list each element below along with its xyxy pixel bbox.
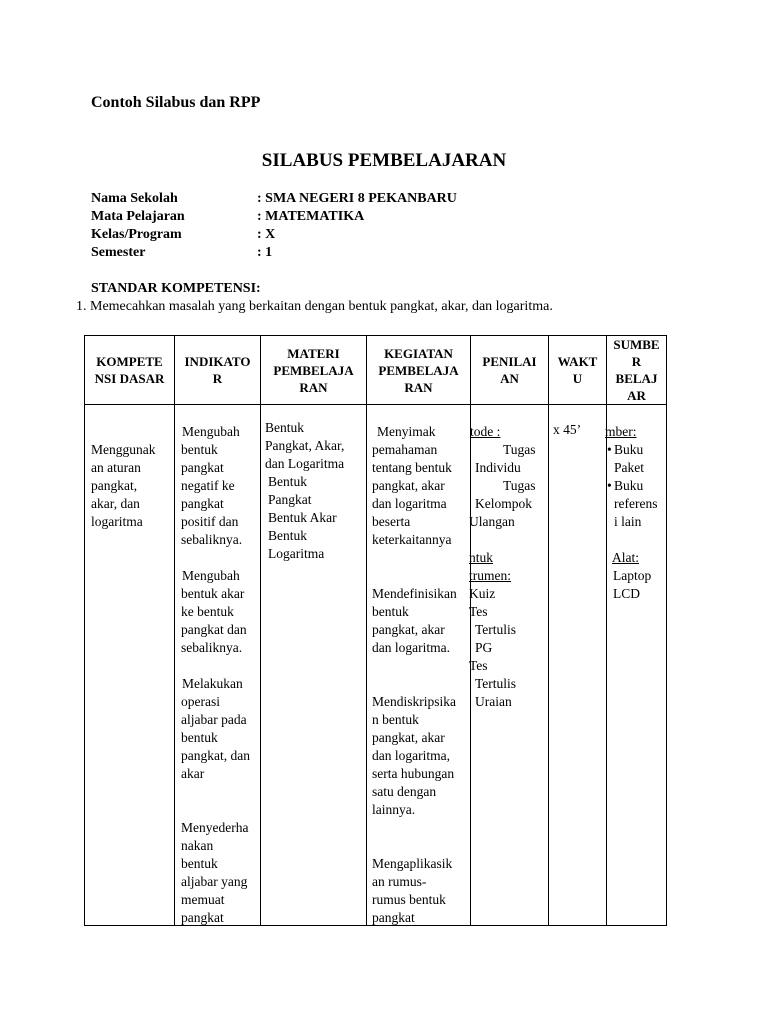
cell-waktu [549,405,607,926]
standar-kompetensi-item: 1. Memecahkan masalah yang berkaitan dengan bentuk pangkat, akar, dan logaritma. [76,299,553,314]
sumber-label: mber: [605,424,637,439]
header-kegiatan: KEGIATAN PEMBELAJA RAN [367,336,471,405]
sumber-item: • Buku [614,441,643,459]
bentuk-label: ntuk [469,550,494,565]
syllabus-table [84,335,667,926]
indikator-item: Mengubah bentuk akar ke bentuk pangkat dan sebaliknya. [181,568,247,655]
sumber-item: referens [614,496,658,511]
bentuk-label: trumen: [469,568,511,583]
bentuk-item: PG [475,640,493,655]
info-value: : 1 [257,245,273,260]
header-waktu: WAKT U [549,336,607,405]
kegiatan-item: Menyimak pemahaman tentang bentuk pangkat, akar dan logaritma beserta keterkaitannya [372,424,452,547]
kegiatan-item: Mendefinisikan bentuk pangkat, akar dan logaritma. [372,586,457,655]
cell-penilaian [471,405,549,926]
table-header-row [85,336,667,405]
indikator-item: Menyederha nakan bentuk aljabar yang memuat pangkat [181,820,249,925]
alat-label: Alat: [612,550,639,565]
header-indikator: INDIKATO R [175,336,261,405]
alat-item: LCD [613,586,640,601]
teknik-item: Individu [475,460,521,475]
cell-indikator [175,405,261,926]
bentuk-item: Kuiz [469,586,496,601]
kegiatan-item: Mengaplikasik an rumus- rumus bentuk pangkat [372,856,453,925]
cell-sumber-belajar [607,405,667,926]
info-value: : MATEMATIKA [257,209,365,224]
standar-kompetensi-heading: STANDAR KOMPETENSI: [91,281,261,296]
teknik-item: Tugas [503,442,536,457]
teknik-item: Ulangan [469,514,515,529]
info-label: Nama Sekolah [91,191,178,206]
page-title: SILABUS PEMBELAJARAN [261,150,507,171]
sumber-item: Paket [614,460,644,475]
indikator-item: Melakukan operasi aljabar pada bentuk pangkat, dan akar [181,676,250,781]
info-label: Mata Pelajaran [91,209,185,224]
cell-kegiatan [367,405,471,926]
header-penilaian: PENILAI AN [471,336,549,405]
sumber-item: i lain [614,514,642,529]
info-label: Semester [91,245,146,260]
bentuk-item: Tes [469,658,488,673]
info-value: : SMA NEGERI 8 PEKANBARU [257,191,457,206]
bentuk-item: Tertulis [475,676,517,691]
teknik-item: Tugas [503,478,536,493]
teknik-label: tode : [470,424,501,439]
bentuk-item: Uraian [475,694,512,709]
header-materi: MATERI PEMBELAJA RAN [261,336,367,405]
header-sumber-belajar: SUMBE R BELAJ AR [607,336,667,405]
kompetensi-dasar-text: Menggunak an aturan pangkat, akar, dan logaritma [91,442,156,529]
alat-item: Laptop [613,568,652,583]
bentuk-item: Tes [469,604,488,619]
cell-kompetensi-dasar [85,405,175,926]
info-label: Kelas/Program [91,227,182,242]
header-kompetensi-dasar: KOMPETE NSI DASAR [85,336,175,405]
bentuk-item: Tertulis [475,622,517,637]
table-row [85,405,667,926]
indikator-item: Mengubah bentuk pangkat negatif ke pangkat positif dan sebaliknya. [181,424,243,547]
kegiatan-item: Mendiskripsika n bentuk pangkat, akar dan logaritma, serta hubungan satu dengan lainnya. [372,694,456,817]
materi-text: Bentuk Pangkat, Akar, dan Logaritma Bentuk Pangkat Bentuk Akar Bentuk Logaritma [265,420,345,561]
cell-materi [261,405,367,926]
teknik-item: Kelompok [475,496,532,511]
sumber-item: • Buku [614,477,643,495]
document-heading: Contoh Silabus dan RPP [91,94,261,111]
waktu-value: x 45’ [553,422,582,437]
info-value: : X [257,227,276,242]
